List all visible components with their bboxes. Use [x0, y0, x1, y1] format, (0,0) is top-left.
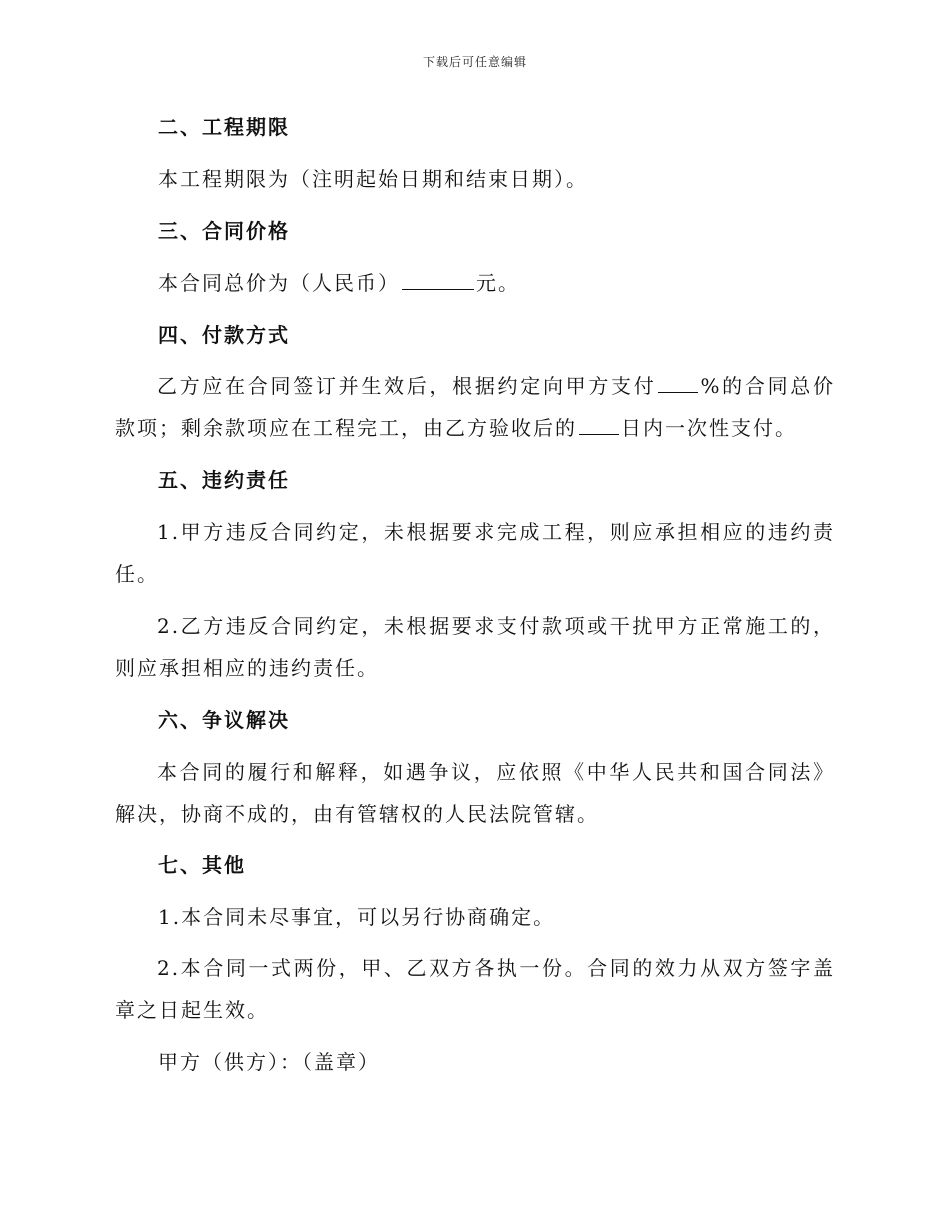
section-heading-other: 七、其他	[158, 853, 246, 877]
price-text-after: 元。	[476, 271, 520, 295]
price-blank	[402, 267, 474, 290]
liability-item-2: 2.乙方违反合同约定，未根据要求支付款项或干扰甲方正常施工的，则应承担相应的违约责任。	[115, 614, 835, 680]
section-heading-payment: 四、付款方式	[158, 323, 290, 347]
payment-days-blank	[579, 412, 619, 435]
payment-text-part3: 日内一次性支付。	[621, 416, 797, 440]
section-heading-liability: 五、违约责任	[158, 468, 290, 492]
liability-item-1: 1.甲方违反合同约定，未根据要求完成工程，则应承担相应的违约责任。	[115, 520, 835, 586]
payment-text-part1: 乙方应在合同签订并生效后，根据约定向甲方支付	[157, 374, 657, 398]
other-item-2: 2.本合同一式两份，甲、乙双方各执一份。合同的效力从双方签字盖章之日起生效。	[115, 956, 835, 1022]
section-heading-dispute: 六、争议解决	[158, 708, 290, 732]
other-item-1: 1.本合同未尽事宜，可以另行协商确定。	[158, 905, 556, 929]
section-heading-term: 二、工程期限	[158, 115, 290, 139]
section-heading-price: 三、合同价格	[158, 219, 290, 243]
running-header: 下载后可任意编辑	[422, 55, 527, 69]
section-text-term: 本工程期限为（注明起始日期和结束日期）。	[158, 167, 588, 191]
section-text-dispute: 本合同的履行和解释，如遇争议，应依照《中华人民共和国合同法》解决，协商不成的，由有管辖权的人民法院管辖。	[115, 760, 835, 826]
price-text-before: 本合同总价为（人民币）	[158, 271, 400, 295]
signature-party-a: 甲方（供方）：（盖章）	[158, 1050, 380, 1074]
payment-text-part2: %的合同总价款项；剩余款项应在工程完工，由乙方验收后的	[115, 374, 835, 440]
section-text-payment	[115, 365, 835, 449]
section-text-price	[158, 262, 520, 304]
payment-percent-blank	[658, 370, 698, 393]
